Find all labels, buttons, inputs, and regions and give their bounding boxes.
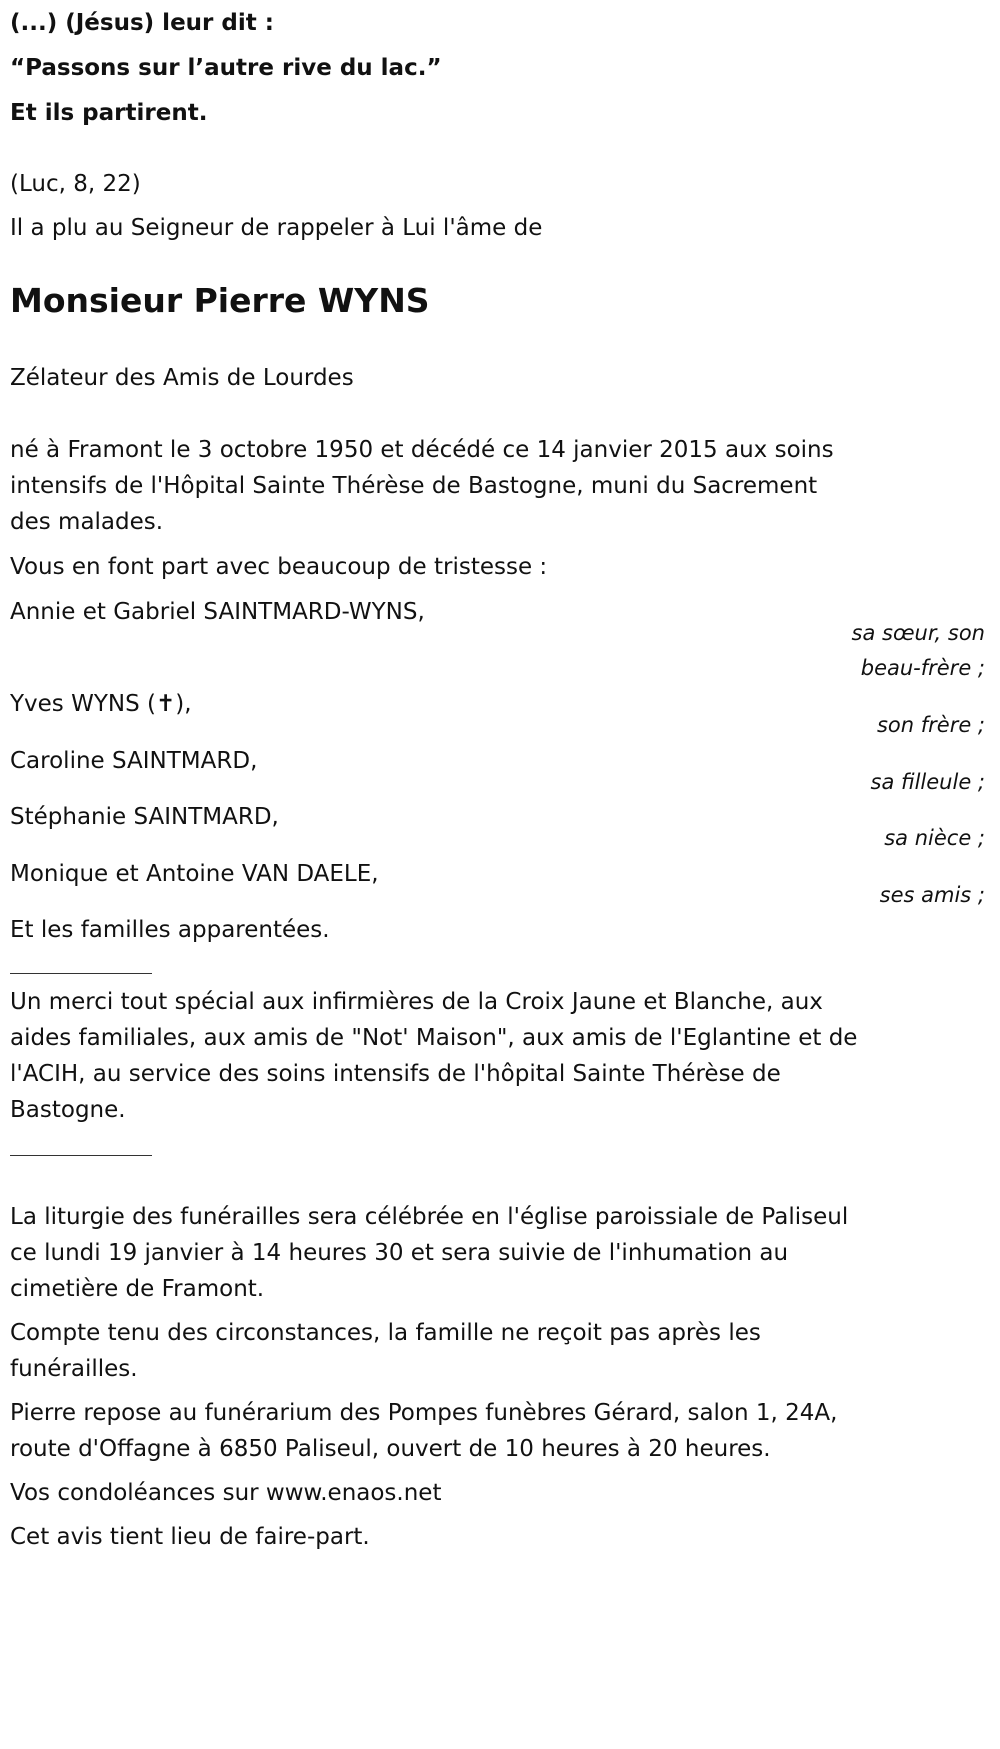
- thanks-line: aides familiales, aux amis de "Not' Maison", aux amis de l'Eglantine et de: [10, 1025, 858, 1051]
- birth-death-line: des malades.: [10, 509, 164, 535]
- quote-line-1: (...) (Jésus) leur dit :: [10, 10, 274, 36]
- birth-death-line: intensifs de l'Hôpital Sainte Thérèse de Bastogne, muni du Sacrement: [10, 473, 818, 499]
- quote-line-2: “Passons sur l’autre rive du lac.”: [10, 55, 442, 81]
- rest-line: Pierre repose au funérarium des Pompes funèbres Gérard, salon 1, 24A,: [10, 1400, 838, 1426]
- thanks-line: l'ACIH, au service des soins intensifs de l'hôpital Sainte Thérèse de: [10, 1061, 781, 1087]
- family-member-relation: ses amis ;: [879, 883, 985, 907]
- funeral-line: cimetière de Framont.: [10, 1276, 265, 1302]
- families-line: Et les familles apparentées.: [10, 917, 330, 943]
- thanks-line: Un merci tout spécial aux infirmières de la Croix Jaune et Blanche, aux: [10, 989, 823, 1015]
- family-member-name: Yves WYNS (✝),: [10, 691, 192, 717]
- notice-text: Cet avis tient lieu de faire-part.: [10, 1524, 370, 1550]
- announce-text: Vous en font part avec beaucoup de tristesse :: [10, 554, 548, 580]
- family-member-relation: sa filleule ;: [870, 770, 985, 794]
- rest-line: route d'Offagne à 6850 Paliseul, ouvert de 10 heures à 20 heures.: [10, 1436, 771, 1462]
- family-member-relation: sa nièce ;: [884, 826, 985, 850]
- thanks-line: Bastogne.: [10, 1097, 126, 1123]
- reception-line: funérailles.: [10, 1356, 138, 1382]
- family-member-name: Monique et Antoine VAN DAELE,: [10, 861, 379, 887]
- birth-death-line: né à Framont le 3 octobre 1950 et décédé ce 14 janvier 2015 aux soins: [10, 437, 834, 463]
- family-member-name: Caroline SAINTMARD,: [10, 748, 258, 774]
- quote-reference: (Luc, 8, 22): [10, 171, 141, 197]
- condolences-text: Vos condoléances sur www.enaos.net: [10, 1480, 442, 1506]
- family-member-relation: son frère ;: [876, 713, 985, 737]
- deceased-name: Monsieur Pierre WYNS: [10, 281, 430, 320]
- family-member-relation: beau-frère ;: [860, 656, 985, 680]
- role-text: Zélateur des Amis de Lourdes: [10, 365, 354, 391]
- reception-line: Compte tenu des circonstances, la famille ne reçoit pas après les: [10, 1320, 761, 1346]
- family-member-name: Annie et Gabriel SAINTMARD-WYNS,: [10, 599, 425, 625]
- funeral-line: ce lundi 19 janvier à 14 heures 30 et sera suivie de l'inhumation au: [10, 1240, 789, 1266]
- family-member-name: Stéphanie SAINTMARD,: [10, 804, 279, 830]
- quote-line-3: Et ils partirent.: [10, 100, 208, 126]
- separator-rule: [10, 973, 152, 974]
- funeral-line: La liturgie des funérailles sera célébrée en l'église paroissiale de Paliseul: [10, 1204, 849, 1230]
- family-member-relation: sa sœur, son: [851, 621, 985, 645]
- separator-rule: [10, 1155, 152, 1156]
- intro-text: Il a plu au Seigneur de rappeler à Lui l'âme de: [10, 215, 543, 241]
